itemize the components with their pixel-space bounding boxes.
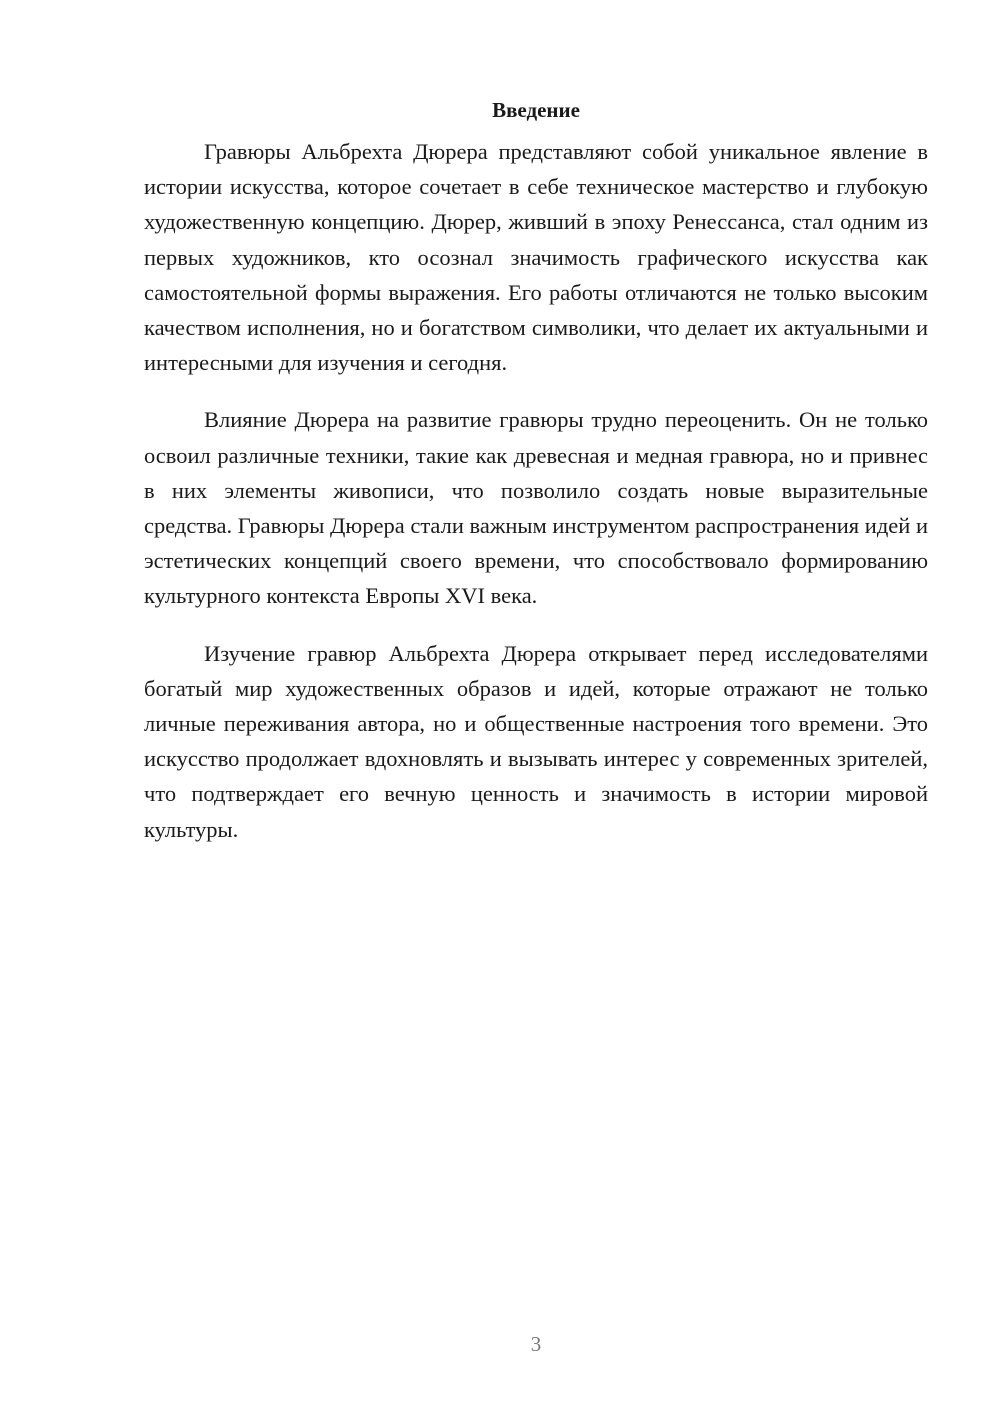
page-number: 3 — [530, 1332, 542, 1356]
paragraph-2: Влияние Дюрера на развитие гравюры трудно переоценить. Он не только освоил различные техники, такие как древесная и медная гравюра, но и привнес в них элементы живописи, что позволило создать новые выразительные средства. Гравюры Дюрера стали важным инструментом распространения идей и эстетических концепций своего времени, что способствовало формированию культурного контекста Европы XVI века. — [144, 407, 928, 609]
paragraph-3: Изучение гравюр Альбрехта Дюрера открывает перед исследователями богатый мир художественных образов и идей, которые отражают не только личные переживания автора, но и общественные настроения того времени. Это искусство продолжает вдохновлять и вызывать интерес у современных зрителей, что подтверждает его вечную ценность и значимость в истории мировой культуры. — [144, 640, 928, 842]
paragraph-1: Гравюры Альбрехта Дюрера представляют собой уникальное явление в истории искусства, которое сочетает в себе техническое мастерство и глубокую художественную концепцию. Дюрер, живший в эпоху Ренессанса, стал одним из первых художников, кто осознал значимость графического искусства как самостоятельной формы выражения. Его работы отличаются не только высоким качеством исполнения, но и богатством символики, что делает их актуальными и интересными для изучения и сегодня. — [144, 139, 928, 376]
page-content — [144, 92, 928, 869]
section-title: Введение — [492, 98, 580, 122]
